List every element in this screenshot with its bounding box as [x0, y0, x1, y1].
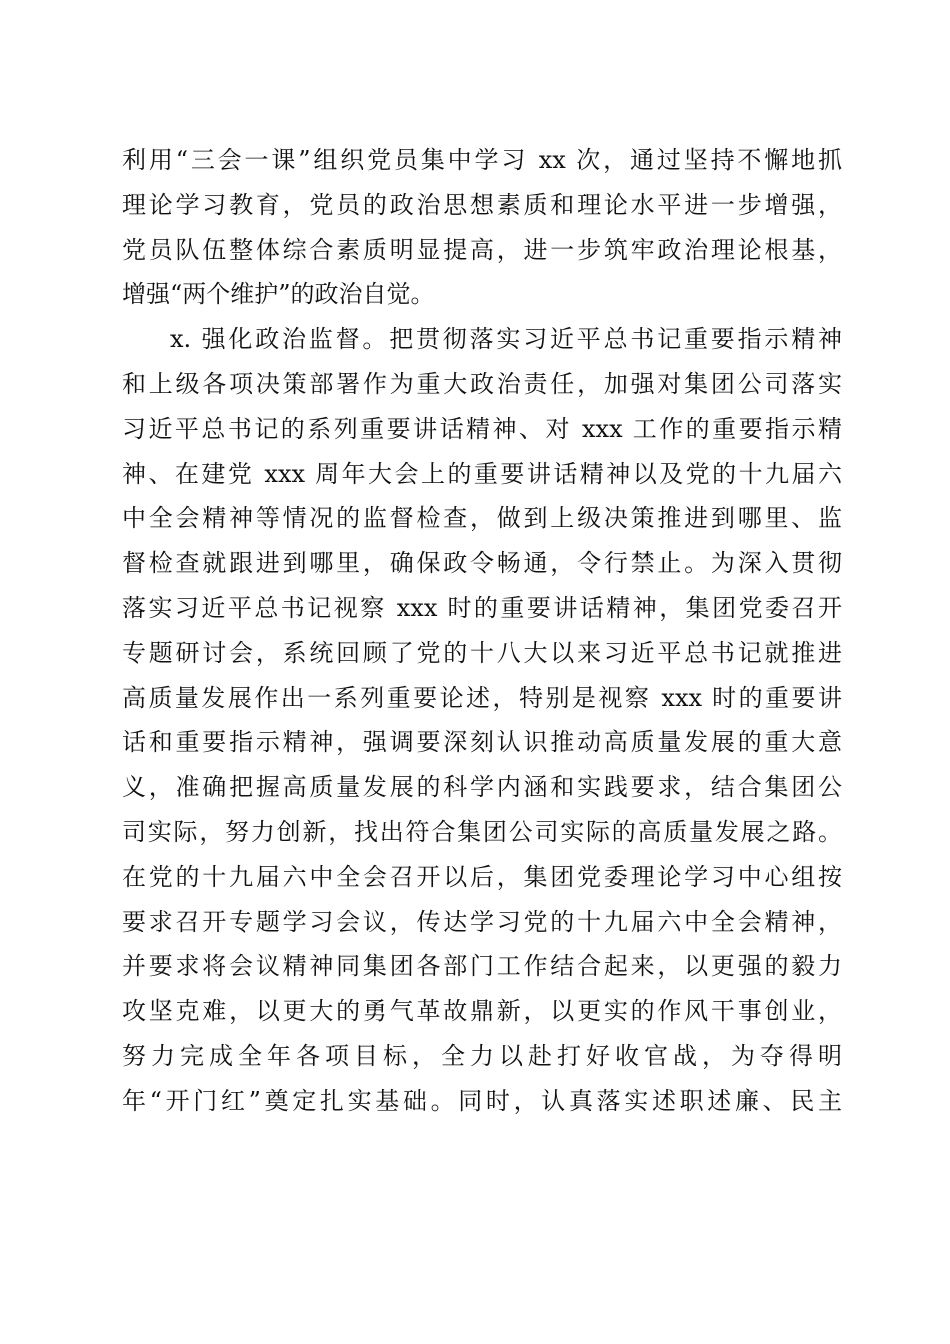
text-line: 高质量发展作出一系列重要论述，特别是视察 xxx 时的重要讲	[122, 683, 842, 712]
text-line: 和上级各项决策部署作为重大政治责任，加强对集团公司落实	[122, 369, 842, 398]
text-line: 党员队伍整体综合素质明显提高，进一步筑牢政治理论根基，	[122, 235, 842, 264]
text-line: 义，准确把握高质量发展的科学内涵和实践要求，结合集团公	[122, 773, 842, 802]
text-line: 攻坚克难，以更大的勇气革故鼎新，以更实的作风干事创业，	[122, 997, 842, 1026]
text-line: 在党的十九届六中全会召开以后，集团党委理论学习中心组按	[122, 862, 842, 891]
text-line: 中全会精神等情况的监督检查，做到上级决策推进到哪里、监	[122, 504, 842, 533]
text-line: 增强“两个维护”的政治自觉。	[122, 280, 435, 309]
text-line: 专题研讨会，系统回顾了党的十八大以来习近平总书记就推进	[122, 638, 842, 667]
text-line: x. 强化政治监督。把贯彻落实习近平总书记重要指示精神	[170, 325, 842, 354]
text-line: 努力完成全年各项目标，全力以赴打好收官战，为夺得明	[122, 1041, 842, 1070]
text-line: 要求召开专题学习会议，传达学习党的十九届六中全会精神，	[122, 907, 842, 936]
text-line: 理论学习教育，党员的政治思想素质和理论水平进一步增强，	[122, 190, 842, 219]
text-line: 神、在建党 xxx 周年大会上的重要讲话精神以及党的十九届六	[122, 459, 842, 488]
text-line: 话和重要指示精神，强调要深刻认识推动高质量发展的重大意	[122, 728, 842, 757]
text-line: 落实习近平总书记视察 xxx 时的重要讲话精神，集团党委召开	[122, 593, 842, 622]
document-body	[122, 138, 842, 1124]
text-line: 利用“三会一课”组织党员集中学习 xx 次，通过坚持不懈地抓	[122, 146, 842, 174]
text-line: 并要求将会议精神同集团各部门工作结合起来，以更强的毅力	[122, 952, 842, 981]
text-line: 司实际，努力创新，找出符合集团公司实际的高质量发展之路。	[122, 817, 842, 846]
text-line: 习近平总书记的系列重要讲话精神、对 xxx 工作的重要指示精	[122, 414, 842, 443]
text-line: 督检查就跟进到哪里，确保政令畅通，令行禁止。为深入贯彻	[122, 549, 842, 578]
text-line: 年“开门红”奠定扎实基础。同时，认真落实述职述廉、民主	[122, 1086, 842, 1115]
